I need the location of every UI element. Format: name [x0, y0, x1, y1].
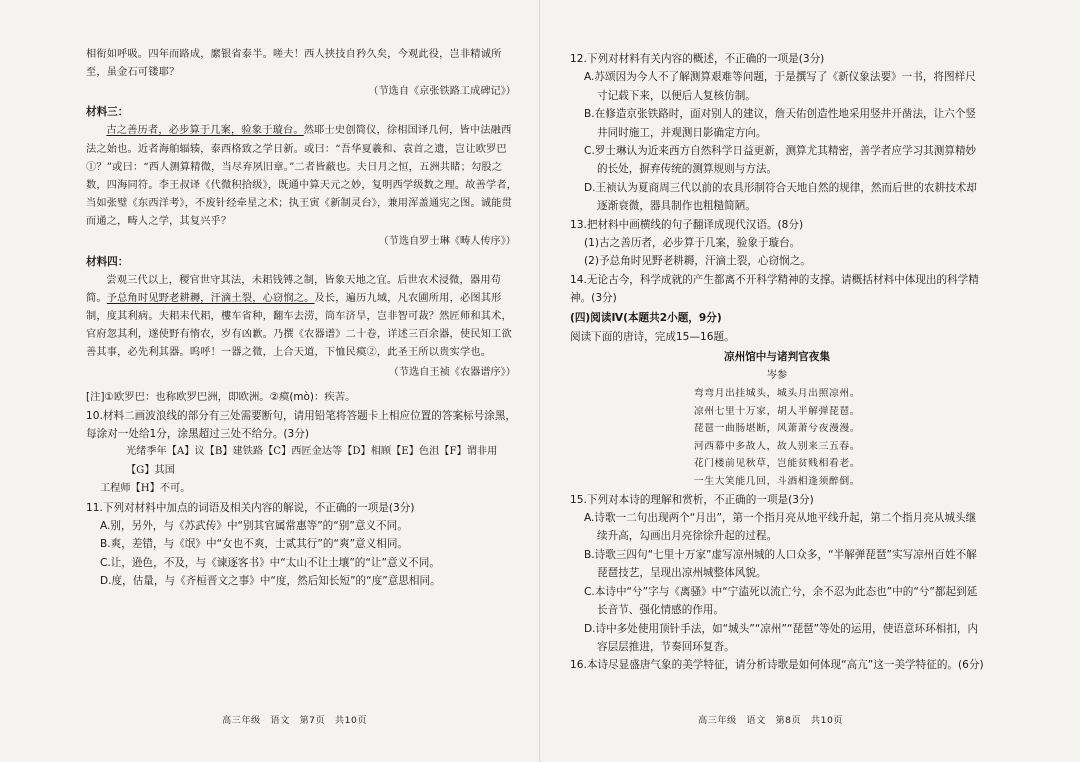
question-12: 12.下列对材料有关内容的概述，不正确的一项是(3分) — [570, 53, 825, 65]
question-15-option-b: B.诗歌三四句“七里十万家”虚写凉州城的人口众多，“半解弹琵琶”实写凉州百姓不解琵琶技艺，呈现出凉州城整体风貌。 — [584, 548, 977, 580]
material3-source: （节选自罗士琳《畴人传序》） — [378, 235, 516, 247]
question-11: 11.下列对材料中加点的词语及相关内容的解说，不正确的一项是(3分) — [86, 501, 415, 514]
material2-source: （节选自《京张铁路工成碑记》） — [368, 86, 516, 98]
poem-title: 凉州馆中与诸判官夜集 — [724, 351, 830, 364]
question-12-option-a: A.苏颂因为今人不了解测算艰难等问题，于是撰写了《新仪象法要》一书，将图样尺寸记载下来，以便后人复核仿制。 — [584, 71, 976, 102]
question-15-option-d: D.诗中多处使用顶针手法，如“城头”“凉州”“琵琶”等处的运用，使语意环环相扣，内容层层推进，节奏回环复沓。 — [584, 622, 979, 653]
question-11-option-c: C.让，逊色，不及，与《谏逐客书》中“太山不让土壤”的“让”意义不同。 — [100, 556, 440, 569]
poem-line: 一生大笑能几回，斗酒相逢须醉倒。 — [693, 476, 861, 488]
question-13: 13.把材料中画横线的句子翻译成现代汉语。(8分) — [570, 218, 804, 231]
poem-line: 河西幕中多故人，故人别来三五春。 — [693, 440, 861, 452]
question-11-option-a: A.别，另外，与《苏武传》中“别其官属常惠等”的“别”意义不同。 — [100, 520, 408, 533]
material3-text — [86, 122, 520, 231]
material4-start: 尝观三代以上，稷官世守其法，未耜钱镈之制，皆象天地之宜。后世农术浸微，器用苟简。 — [86, 274, 502, 304]
annotation-note: [注]①欧罗巴：也称欧罗巴洲，即欧洲。②瘼(mò)：疾苦。 — [86, 390, 356, 403]
question-12-option-d: D.王祯认为夏商周三代以前的农具形制符合天地自然的规律，然而后世的农耕技术却逐渐衰微，器具制作也粗糙简陋。 — [584, 181, 977, 213]
question-15-option-a: A.诗歌一二句出现两个“月出”，第一个指月亮从地平线升起，第二个指月亮从城头继续升高，勾画出月亮徐徐升起的过程。 — [584, 512, 977, 543]
question-15: 15.下列对本诗的理解和赏析，不正确的一项是(3分) — [570, 493, 814, 506]
question-15-option-c: C.本诗中“兮”字与《离骚》中“宁溘死以流亡兮，余不忍为此态也”中的“兮”都起到延长音节、强化情感的作用。 — [584, 585, 978, 617]
material4-text — [86, 272, 520, 363]
question-10-sentence: 光绪季年【A】议【B】建铁路【C】西匠金达等【D】相顾【E】色沮【F】谓非用【G】其国 — [126, 446, 498, 476]
material2-ending: 相衔如呼吸。四年而路成，縻银省泰半。嗟夫！西人挟技自矜久矣，今观此役，岂非精诚所至，虽金石可镂耶？ — [86, 49, 502, 79]
poem-line: 凉州七里十万家，胡人半解弹琵琶。 — [693, 405, 861, 417]
page-8-footer: 高三年级 语文 第8页 共10页 — [698, 715, 843, 726]
material4-underlined-sentence: 予总角时见野老耕耨，汗滴土裂，心窃悯之。 — [106, 292, 315, 304]
material3-heading: 材料三： — [86, 106, 129, 119]
question-11-option-d: D.度，估量，与《齐桓晋文之事》中“度，然后知长短”的“度”意思相同。 — [100, 575, 441, 588]
material4-heading: 材料四： — [86, 255, 129, 268]
question-10: 10.材料二画波浪线的部分有三处需要断句，请用铅笔将答题卡上相应位置的答案标号涂黑，每涂对一处给1分，涂黑超过三处不给分。(3分) — [86, 409, 517, 441]
question-11-option-b: B.爽，差错，与《氓》中“女也不爽，士贰其行”的“爽”意义相同。 — [100, 538, 409, 551]
poem-line: 弯弯月出挂城头，城头月出照凉州。 — [693, 388, 861, 400]
question-12-option-b: B.在修造京张铁路时，面对别人的建议，詹天佑创造性地采用竖井开凿法，让六个竖井同时施工，并观测日影确定方向。 — [584, 108, 977, 139]
poem-line: 琵琶一曲肠堪断，风萧萧兮夜漫漫。 — [693, 423, 861, 435]
question-16: 16.本诗尽显盛唐气象的美学特征，请分析诗歌是如何体现“高亢”这一美学特征的。(6分) — [570, 659, 984, 672]
page-7-footer: 高三年级 语文 第7页 共10页 — [222, 715, 367, 726]
question-13-item-2: (2)予总角时见野老耕耨，汗滴土裂，心窃悯之。 — [584, 255, 811, 268]
page-8 — [540, 0, 1080, 762]
poem-author: 岑参 — [766, 370, 788, 382]
poem-line: 花门楼前见秋草，岂能贫贱相看老。 — [693, 458, 861, 470]
material4-rest: 及长，遍历九域，凡农圃所用，必图其形制，度其利病。夫耜耒代耜，樓车省种，翻车去涝，筒车济旱，岂非智可裁？然匠师和其术，官府忽其利，遂使野有惰农，岁有凶歉。乃撰《农器谱》二十卷，详述三百余器，使民知工欲善其事，必先利其器。呜呼！一器之微，上合天道，下恤民瘼②，此圣王所以贵实学也。 — [86, 292, 512, 359]
section-4-heading: (四)阅读Ⅳ(本题共2小题，9分) — [570, 311, 722, 324]
material3-underlined-sentence: 古之善历者，必步算于几案，验象于璇台。 — [106, 125, 304, 137]
section-4-intro: 阅读下面的唐诗，完成15—16题。 — [570, 330, 735, 343]
question-13-item-1: (1)古之善历者，必步算于几案，验象于璇台。 — [584, 237, 801, 250]
material3-rest: 然耶士史创简仪，徐相国译几何，皆中法融西法之始也。近者海舶辐辏，泰西格致之学日新。或曰：“吾华夏羲和、袁首之遗，岂让欧罗巴①？”或曰：“西人测算精微，当尽弃夙旧章。”二者皆蔽也。夫日月之恒，五洲共睹；勾股之数，四海同符。李王叔译《代微积拾级》，既通中算天元之妙，复明西学级数之理。故善学者，当如张璧《东西洋考》，不废针经牵星之术；执王寅《新制灵台》，兼用浑盖通宪之图。诚能贯而通之，畴人之学，其复兴乎？ — [86, 125, 518, 228]
material4-source: （节选自王祯《农器谱序》） — [388, 366, 516, 378]
question-14: 14.无论古今，科学成就的产生都离不开科学精神的支撑。请概括材料中体现出的科学精神。(3分) — [570, 273, 979, 305]
question-10-sentence-cont: 工程师【H】不可。 — [100, 483, 191, 495]
question-12-option-c: C.罗士琳认为近来西方自然科学日益更新，测算尤其精密，善学者应学习其测算精妙的长处，摒弃传统的测算规则与方法。 — [584, 145, 977, 176]
